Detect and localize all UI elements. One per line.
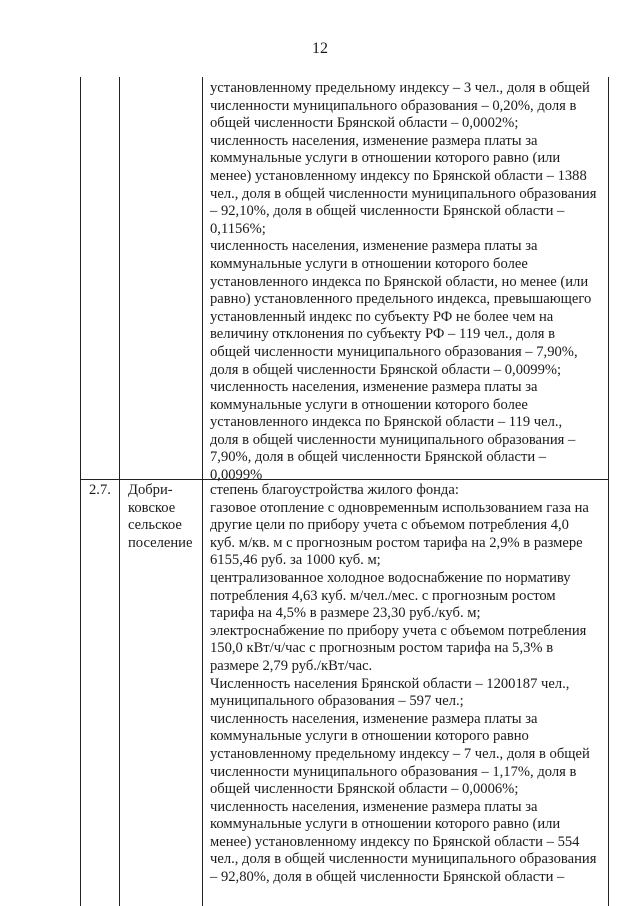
text-line: газовое отопление с одновременным использованием газа на — [210, 499, 589, 516]
row-number-cell: 2.7. — [89, 482, 111, 498]
column-divider-1 — [119, 77, 120, 906]
text-line: численности муниципального образования – 1,17%, доля в — [210, 763, 577, 780]
text-line: численность населения, изменение размера платы за — [210, 379, 538, 396]
text-line: установленному предельному индексу – 7 чел., доля в общей — [210, 745, 590, 762]
indicators-text-cell — [210, 80, 596, 485]
text-line: коммунальные услуги в отношении которого равно — [210, 728, 529, 745]
text-line: численность населения, изменение размера платы за — [210, 132, 538, 149]
text-line: – 92,80%, доля в общей численности Брянской области – — [210, 869, 565, 886]
text-line: численность населения, изменение размера платы за — [210, 710, 538, 727]
text-line: чел., доля в общей численности муниципального образования — [210, 851, 597, 868]
text-line: доля в общей численности муниципального образования – — [210, 431, 576, 448]
text-line: другие цели по прибору учета с объемом потребления 4,0 — [210, 517, 569, 534]
text-line: 0,1156%; — [210, 220, 266, 237]
text-line: Численность населения Брянской области – 1200187 чел., — [210, 675, 570, 692]
text-line: установленного индекса по Брянской области – 119 чел., — [210, 414, 563, 431]
text-line: – 92,10%, доля в общей численности Брянской области – — [210, 203, 565, 220]
text-line: ковское — [128, 499, 176, 516]
text-line: чел., доля в общей численности муниципального образования — [210, 185, 597, 202]
text-line: степень благоустройства жилого фонда: — [210, 482, 459, 498]
text-line: численность населения, изменение размера платы за — [210, 238, 538, 255]
text-line: численность населения, изменение размера платы за — [210, 798, 538, 815]
text-line: менее) установленному индексу по Брянской области – 1388 — [210, 167, 587, 184]
text-line: Добри- — [128, 482, 173, 498]
text-line: коммунальные услуги в отношении которого равно (или — [210, 816, 561, 833]
column-divider-2 — [202, 77, 203, 906]
text-line: централизованное холодное водоснабжение по нормативу — [210, 569, 571, 586]
text-line: куб. м/кв. м с прогнозным ростом тарифа на 2,9% в размере — [210, 534, 583, 551]
text-line: установленный индекс по субъекту РФ не более чем на — [210, 308, 554, 325]
text-line: равно) установленного предельного индекса, превышающего — [210, 291, 592, 308]
text-line: 6155,46 руб. за 1000 куб. м; — [210, 552, 381, 569]
text-line: численности муниципального образования – 0,20%, доля в — [210, 97, 577, 114]
text-line: коммунальные услуги в отношении которого равно (или — [210, 150, 561, 167]
text-line: 7,90%, доля в общей численности Брянской области – — [210, 449, 547, 466]
text-line: муниципального образования – 597 чел.; — [210, 693, 464, 710]
text-line: коммунальные услуги в отношении которого более — [210, 255, 528, 272]
text-line: 0,0099% — [210, 467, 263, 484]
text-line: поселение — [128, 534, 193, 551]
text-line: общей численности Брянской области – 0,0002%; — [210, 115, 519, 132]
text-line: электроснабжение по прибору учета с объемом потребления — [210, 622, 587, 639]
text-line: общей численности Брянской области – 0,0006%; — [210, 781, 519, 798]
text-line: тарифа на 4,5% в размере 23,30 руб./куб. м; — [210, 605, 481, 622]
text-line: 150,0 кВт/ч/час с прогнозным ростом тарифа на 5,3% в — [210, 640, 554, 657]
text-line: коммунальные услуги в отношении которого более — [210, 396, 528, 413]
text-line: сельское — [128, 517, 182, 534]
text-line: размере 2,79 руб./кВт/час. — [210, 657, 373, 674]
indicators-text-cell — [210, 482, 596, 887]
text-line: менее) установленному индексу по Брянской области – 554 — [210, 833, 580, 850]
text-line: общей численности муниципального образования – 7,90%, — [210, 343, 578, 360]
text-line: величину отклонения по субъекту РФ – 119 чел., доля в — [210, 326, 556, 343]
text-line: доля в общей численности Брянской области – 0,0099%; — [210, 361, 562, 378]
text-line: установленного индекса по Брянской области, но менее (или — [210, 273, 589, 290]
document-table — [80, 77, 609, 906]
settlement-name-cell — [128, 482, 192, 552]
page-number: 12 — [312, 40, 328, 57]
text-line: установленному предельному индексу – 3 чел., доля в общей — [210, 80, 590, 96]
text-line: потребления 4,63 куб. м/чел./мес. с прогнозным ростом — [210, 587, 556, 604]
